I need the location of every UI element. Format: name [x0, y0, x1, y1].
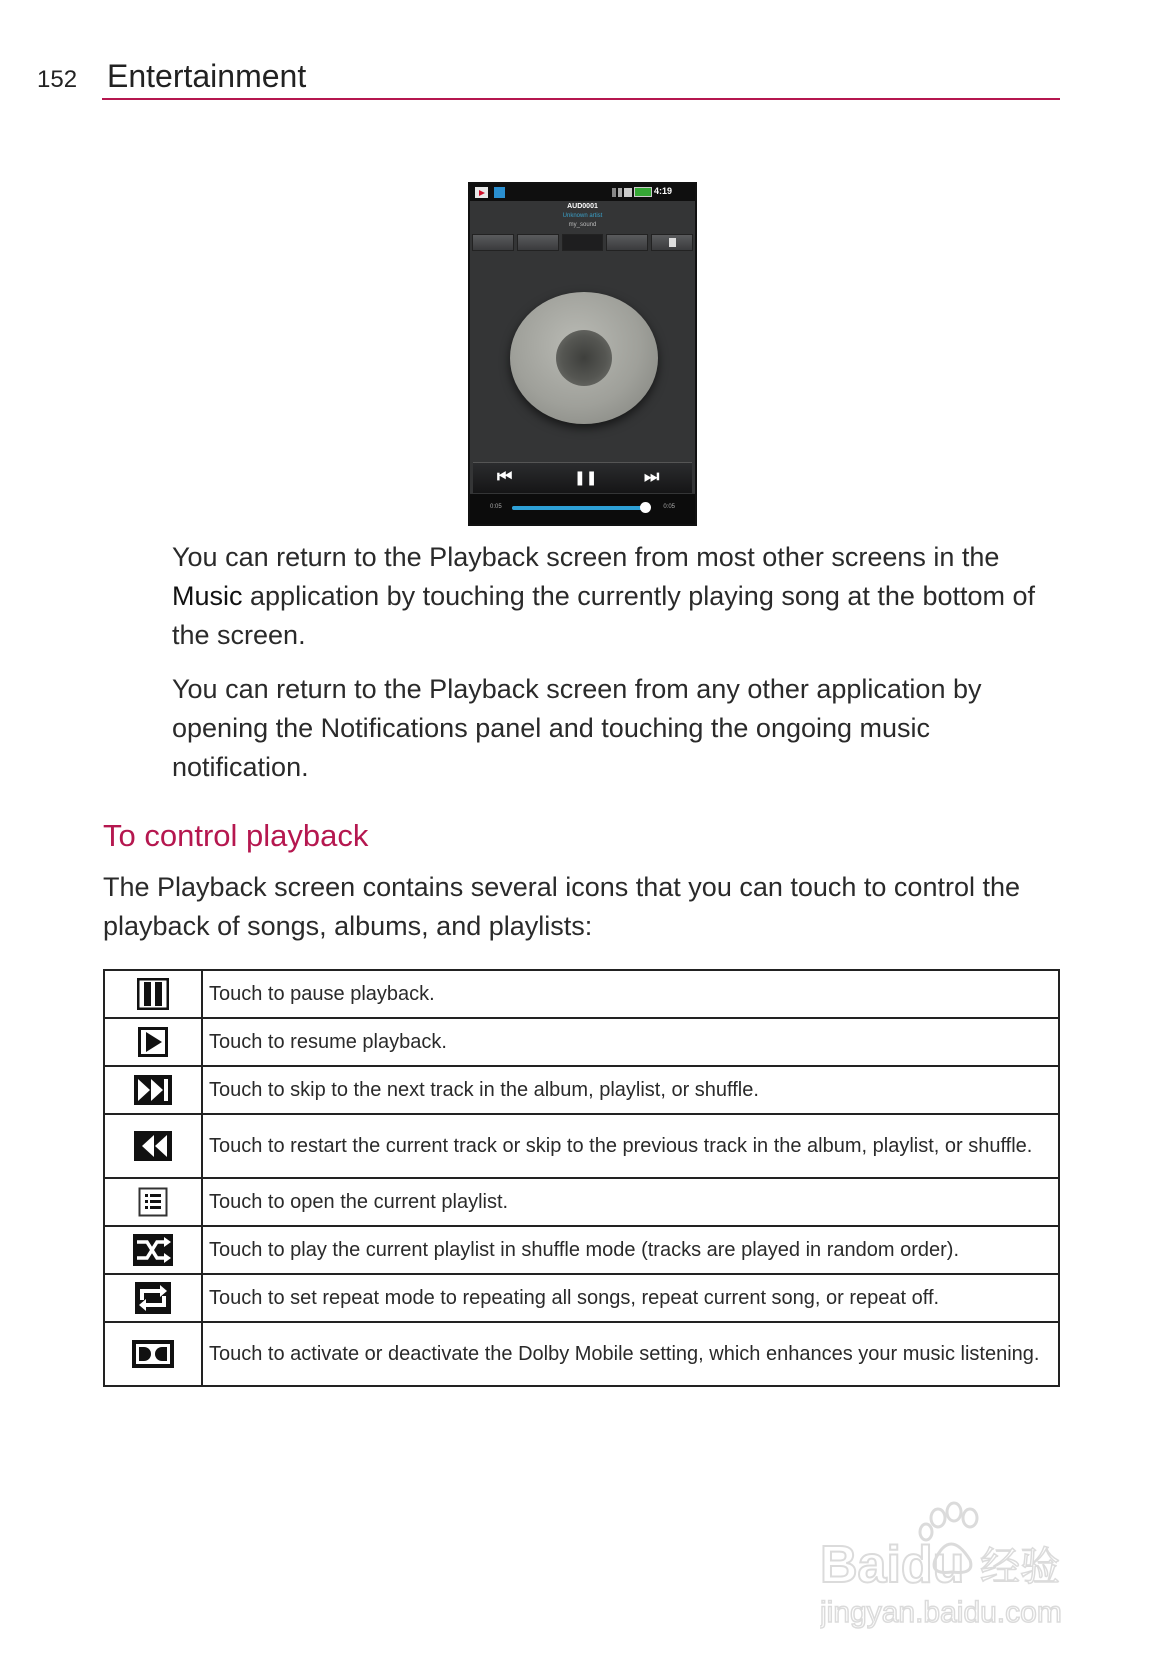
- icon-cell: [104, 1178, 202, 1226]
- paragraph-return-from-music: [172, 538, 1072, 655]
- table-row: [104, 1066, 1059, 1114]
- table-row: [104, 1322, 1059, 1386]
- progress-knob[interactable]: [640, 502, 651, 513]
- watermark-brand: Baidu: [820, 1536, 965, 1594]
- page-number: 152: [37, 66, 78, 93]
- icon-description: Touch to open the current playlist.: [202, 1178, 1059, 1226]
- playlist-icon: [138, 1187, 168, 1217]
- disc-hub: [556, 330, 612, 386]
- icon-cell: [104, 1114, 202, 1178]
- para1-text: You can return to the Playback screen from most other screens in the: [172, 542, 1000, 572]
- icon-description: Touch to restart the current track or skip to the previous track in the album, playlist, or shuffle.: [202, 1114, 1059, 1178]
- progress-bar[interactable]: [512, 506, 645, 510]
- paragraph-return-from-notifications: You can return to the Playback screen from any other application by opening the Notifications panel and touching the ongoing music notification.: [172, 674, 982, 782]
- repeat-icon: [135, 1282, 171, 1314]
- playback-toolbar: [472, 234, 693, 251]
- signal-icon: [612, 188, 632, 197]
- pause-icon: [137, 978, 169, 1010]
- icon-cell: [104, 1322, 202, 1386]
- page-title: Entertainment: [107, 58, 307, 94]
- total-time: 0:05: [663, 504, 675, 510]
- icon-description: Touch to set repeat mode to repeating all songs, repeat current song, or repeat off.: [202, 1274, 1059, 1322]
- icon-cell: [104, 1226, 202, 1274]
- previous-button[interactable]: ⏮: [497, 467, 513, 486]
- icon-cell: [104, 1274, 202, 1322]
- progress-area: [470, 494, 695, 524]
- shuffle-button[interactable]: [472, 234, 514, 251]
- track-artist: Unknown artist: [562, 213, 603, 219]
- icon-cell: [104, 1018, 202, 1066]
- watermark-url: jingyan.baidu.com: [820, 1596, 1062, 1629]
- table-row: [104, 970, 1059, 1018]
- table-row: [104, 1114, 1059, 1178]
- status-time: 4:19: [654, 186, 673, 196]
- battery-icon: [634, 187, 652, 197]
- watermark-brand-cn: 经验: [980, 1544, 1060, 1590]
- track-title: AUD0001: [567, 203, 598, 210]
- status-bar: [470, 184, 695, 201]
- section-intro: The Playback screen contains several icons that you can touch to control the playback of songs, albums, and playlists:: [103, 872, 1021, 941]
- notification-icon: [494, 187, 505, 198]
- section-heading: To control playback: [103, 818, 369, 853]
- icon-description: Touch to resume playback.: [202, 1018, 1059, 1066]
- track-album: my_sound: [568, 222, 597, 228]
- repeat-button[interactable]: [517, 234, 559, 251]
- dolby-button[interactable]: [606, 234, 648, 251]
- icon-description: Touch to skip to the next track in the album, playlist, or shuffle.: [202, 1066, 1059, 1114]
- icon-description: Touch to activate or deactivate the Dolby Mobile setting, which enhances your music listening.: [202, 1322, 1059, 1386]
- next-track-icon: [134, 1075, 172, 1105]
- progress-fill: [512, 506, 645, 510]
- table-row: [104, 1178, 1059, 1226]
- table-row: [104, 1018, 1059, 1066]
- icon-description: Touch to play the current playlist in shuffle mode (tracks are played in random order).: [202, 1226, 1059, 1274]
- album-art-disc: [510, 292, 658, 424]
- table-row: [104, 1226, 1059, 1274]
- play-icon: [138, 1027, 168, 1057]
- icon-table: [103, 969, 1060, 1387]
- elapsed-time: 0:05: [490, 504, 502, 510]
- next-button[interactable]: ⏭: [644, 467, 660, 486]
- toolbar-spacer: [562, 234, 604, 251]
- baidu-watermark: [820, 1500, 1090, 1630]
- transport-controls: [473, 462, 692, 493]
- dolby-icon: [132, 1340, 174, 1368]
- shuffle-icon: [133, 1234, 173, 1266]
- header-rule: [102, 98, 1060, 100]
- playback-screenshot: [468, 182, 697, 526]
- para1-text-cont: application by touching the currently playing song at the bottom of the screen.: [172, 581, 1036, 650]
- playlist-button[interactable]: [651, 234, 693, 251]
- icon-cell: [104, 1066, 202, 1114]
- previous-track-icon: [134, 1131, 172, 1161]
- table-row: [104, 1274, 1059, 1322]
- music-app-name: Music: [172, 581, 243, 611]
- music-app-icon: [475, 187, 488, 198]
- icon-description: Touch to pause playback.: [202, 970, 1059, 1018]
- icon-cell: [104, 970, 202, 1018]
- pause-button[interactable]: ❚❚: [574, 469, 598, 485]
